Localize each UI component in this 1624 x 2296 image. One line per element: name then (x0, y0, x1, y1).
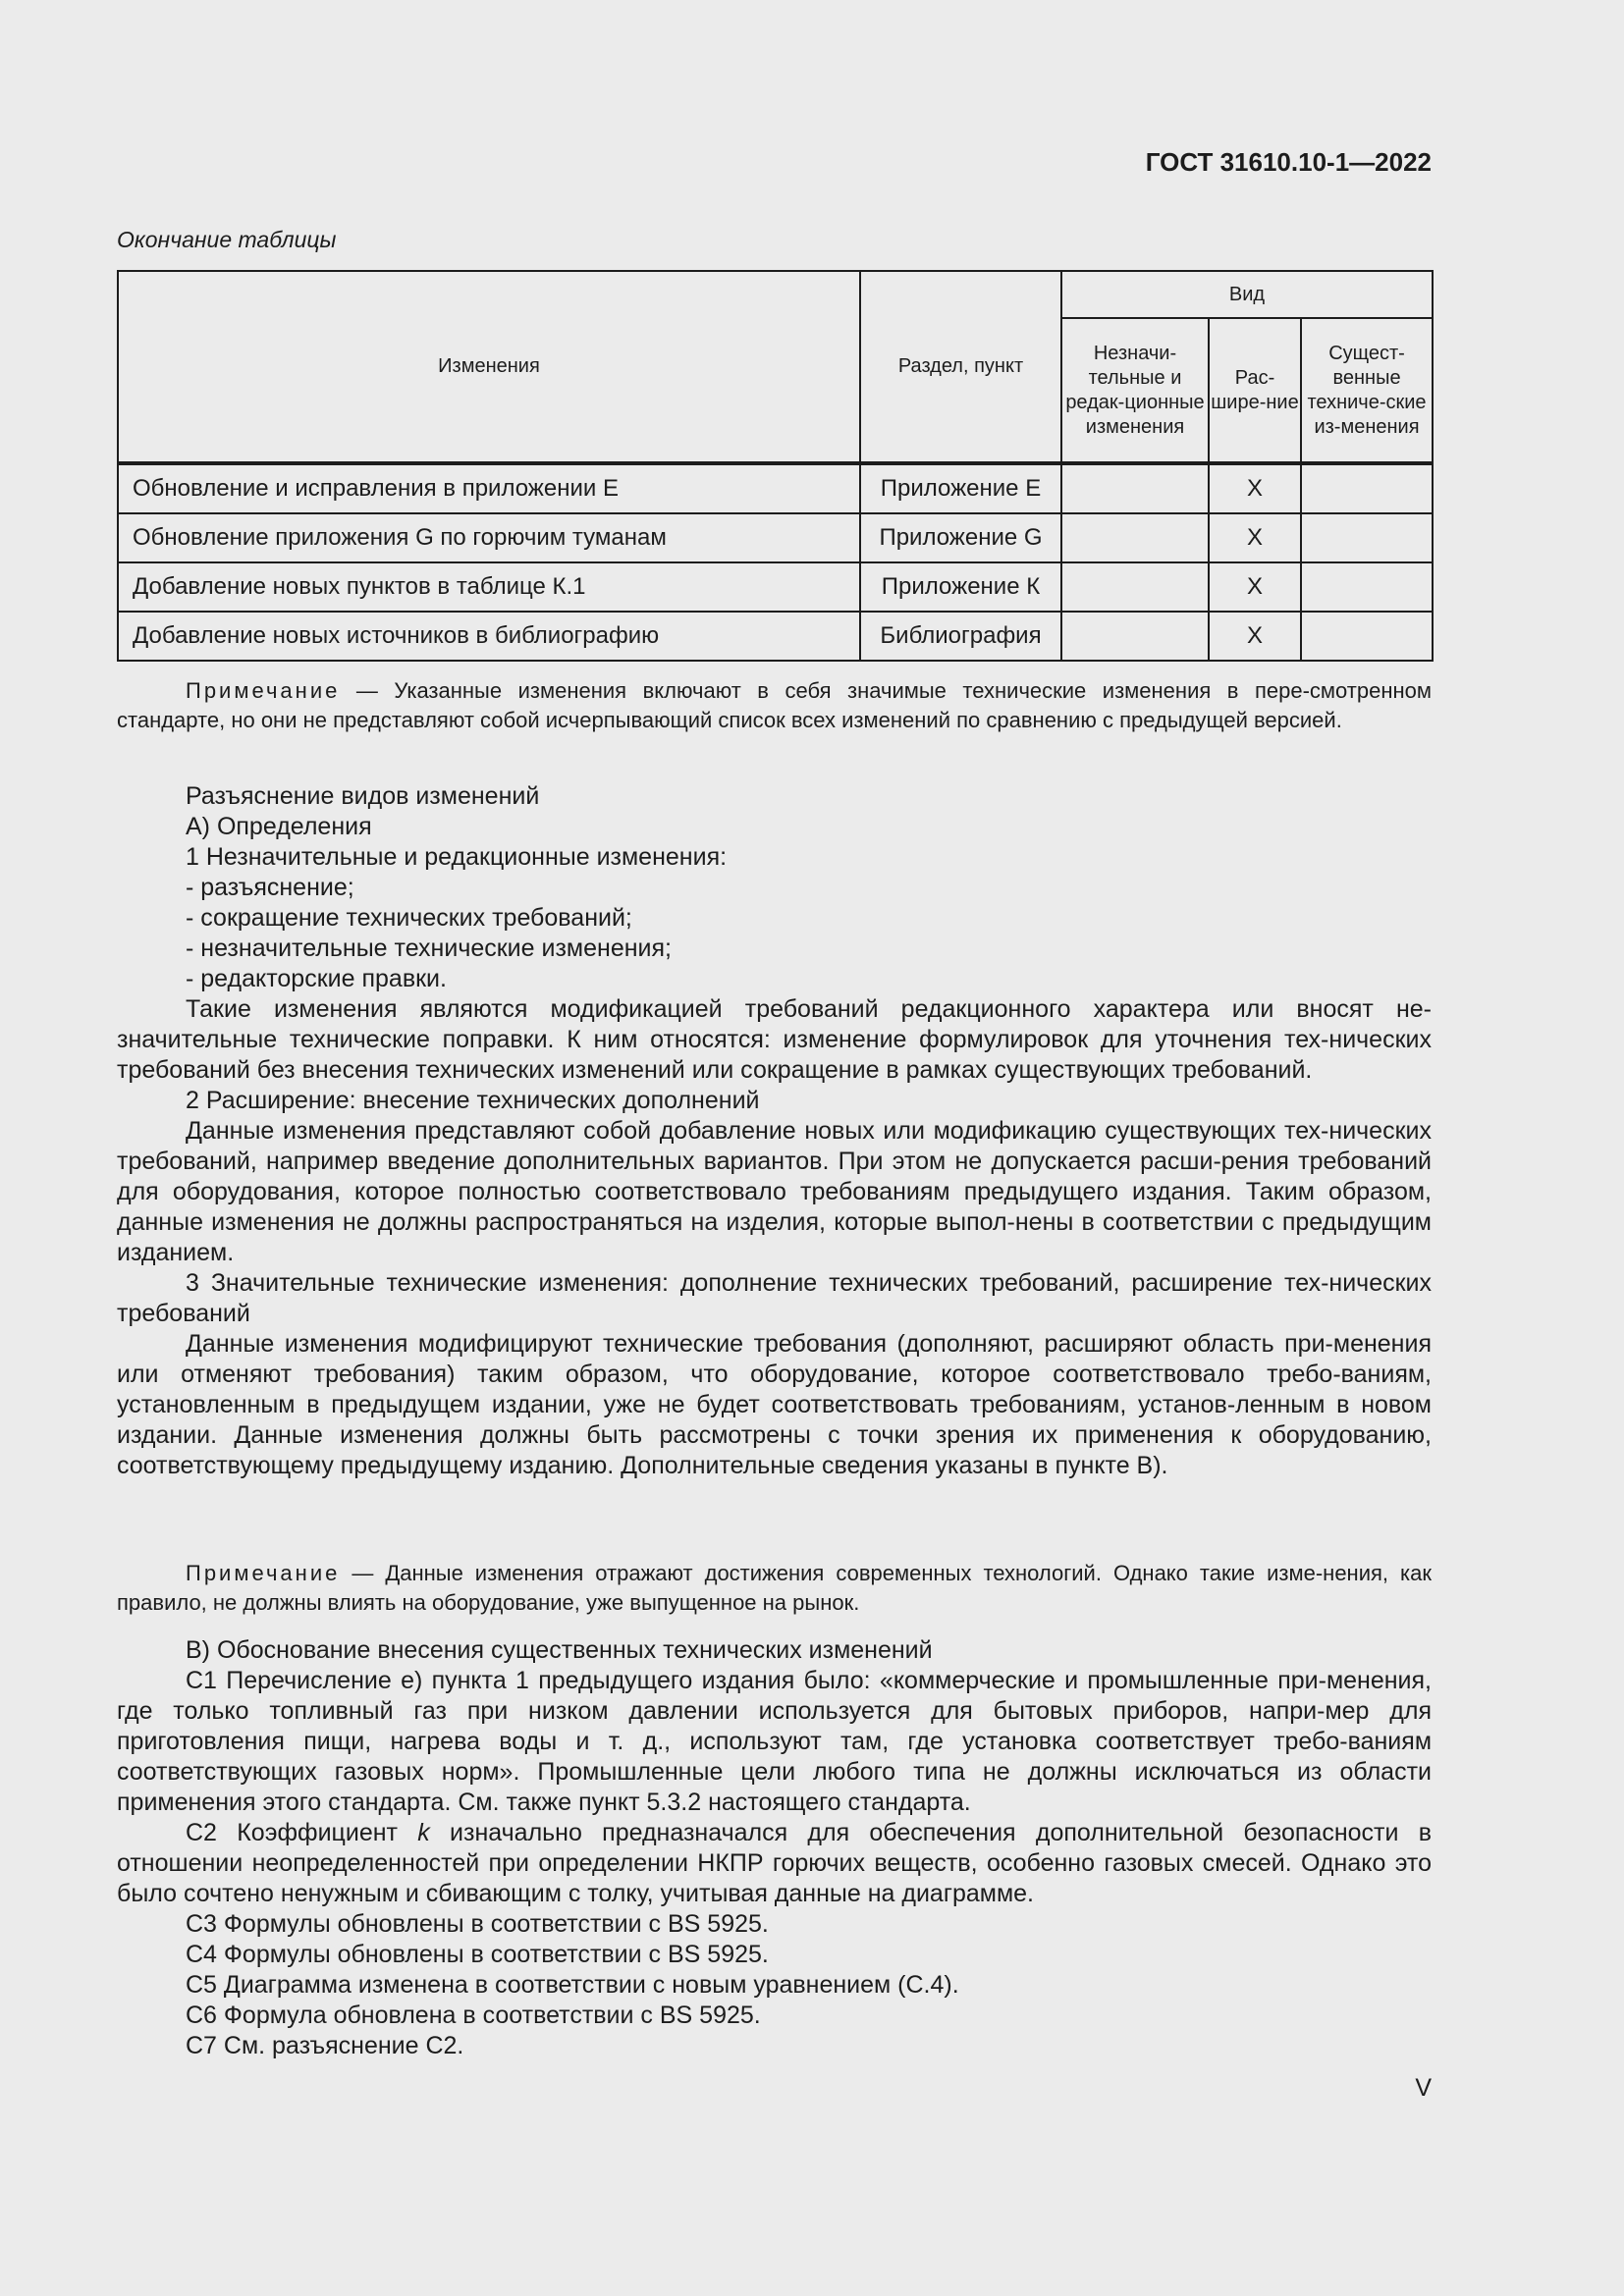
cell-section: Приложение Е (860, 463, 1061, 513)
cell-extension: X (1209, 463, 1301, 513)
c2-variable: k (417, 1819, 430, 1846)
cell-extension: X (1209, 612, 1301, 661)
item3-paragraph: Данные изменения модифицируют технические требования (дополняют, расширяют область при-менения или отменяют требования) таким образом, что оборудование, которое соответствовало требо-ваниям, установленным в предыдущем издании, уже не будет соответствовать требованиям, установ-ленным в новом издании. Данные изменения должны быть рассмотрены с точки зрения их применения к оборудованию, соответствующему предыдущему изданию. Дополнительные сведения указаны в пункте В). (117, 1330, 1432, 1479)
cell-section: Приложение G (860, 513, 1061, 562)
item2-paragraph: Данные изменения представляют собой добавление новых или модификацию существующих тех-нических требований, например введение дополнительных вариантов. При этом не допускается расши-рения требований для оборудования, которое полностью соответствовало требованиям предыдущего издания. Таким образом, данные изменения не должны распространяться на изделия, которые выпол-нены в соответствии с предыдущим изданием. (117, 1117, 1432, 1266)
table-row (118, 612, 1433, 661)
section-b-heading: В) Обоснование внесения существенных технических изменений (186, 1636, 933, 1664)
changes-table (117, 270, 1434, 662)
cell-extension: X (1209, 513, 1301, 562)
header-extension: Рас-шире-ние (1209, 318, 1301, 463)
c1-paragraph: С1 Перечисление е) пункта 1 предыдущего издания было: «коммерческие и промышленные при-менения, где только топливный газ при низком давлении используется для бытовых приборов, напри-мер для приготовления пищи, нагрева воды и т. д., используют там, где установка соответствует требо-ваниям соответствующих газовых норм». Промышленные цели любого типа не должны исключаться из области применения этого стандарта. См. также пункт 5.3.2 настоящего стандарта. (117, 1667, 1432, 1816)
note-text: — Данные изменения отражают достижения современных технологий. Однако такие изме-нения, как правило, не должны влиять на оборудование, уже выпущенное на рынок. (117, 1561, 1432, 1615)
note-text: — Указанные изменения включают в себя значимые технические изменения в пере-смотренном стандарте, но они не представляют собой исчерпывающий список всех изменений по сравнению с предыдущей версией. (117, 678, 1432, 732)
explanation-title: Разъяснение видов изменений (186, 782, 540, 810)
header-changes: Изменения (118, 271, 860, 463)
header-section: Раздел, пункт (860, 271, 1061, 463)
cell-change: Добавление новых источников в библиографию (118, 612, 860, 661)
header-type: Вид (1061, 271, 1433, 318)
cell-minor (1061, 562, 1209, 612)
cell-major (1301, 513, 1433, 562)
section-a-heading: А) Определения (186, 813, 372, 840)
list-item: - редакторские правки. (186, 965, 447, 992)
c2-paragraph (117, 1818, 1432, 1909)
cell-major (1301, 562, 1433, 612)
cell-change: Обновление и исправления в приложении Е (118, 463, 860, 513)
c5-line: С5 Диаграмма изменена в соответствии с новым уравнением (С.4). (186, 1971, 959, 1999)
header-major: Сущест-венные техниче-ские из-менения (1301, 318, 1433, 463)
cell-minor (1061, 612, 1209, 661)
note-label: Примечание (186, 1561, 341, 1585)
c7-line: С7 См. разъяснение С2. (186, 2032, 464, 2059)
list-item: - разъяснение; (186, 874, 354, 901)
c6-line: С6 Формула обновлена в соответствии с BS 5925. (186, 2002, 761, 2029)
c2-after: изначально предназначался для обеспечения дополнительной безопасности в отношении неопределенностей при определении НКПР горючих веществ, особенно газовых смесей. Однако это было сочтено ненужным и сбивающим с толку, учитывая данные на диаграмме. (117, 1819, 1433, 1907)
table-note (117, 676, 1432, 735)
table-caption: Окончание таблицы (117, 227, 337, 252)
item2-title: 2 Расширение: внесение технических дополнений (186, 1087, 760, 1114)
list-item: - незначительные технические изменения; (186, 934, 672, 962)
explanation-block (117, 781, 1432, 1481)
c2-before: С2 Коэффициент (186, 1819, 418, 1846)
table-row (118, 513, 1433, 562)
table-row (118, 463, 1433, 513)
c3-line: С3 Формулы обновлены в соответствии с BS 5925. (186, 1910, 769, 1938)
cell-minor (1061, 463, 1209, 513)
cell-change: Обновление приложения G по горючим туманам (118, 513, 860, 562)
header-minor: Незначи-тельные и редак-ционные изменения (1061, 318, 1209, 463)
page-number: V (1415, 2074, 1432, 2102)
item3-title: 3 Значительные технические изменения: дополнение технических требований, расширение тех-нических требований (117, 1269, 1432, 1327)
note-label: Примечание (186, 678, 341, 703)
cell-minor (1061, 513, 1209, 562)
cell-major (1301, 463, 1433, 513)
item1-title: 1 Незначительные и редакционные изменения: (186, 843, 728, 871)
document-code: ГОСТ 31610.10-1—2022 (1145, 147, 1432, 177)
cell-change: Добавление новых пунктов в таблице К.1 (118, 562, 860, 612)
list-item: - сокращение технических требований; (186, 904, 632, 932)
section-b-block (117, 1635, 1432, 2061)
note2-block (117, 1559, 1432, 1618)
cell-section: Приложение К (860, 562, 1061, 612)
c4-line: С4 Формулы обновлены в соответствии с BS 5925. (186, 1941, 769, 1968)
table-row (118, 562, 1433, 612)
cell-extension: X (1209, 562, 1301, 612)
item1-paragraph: Такие изменения являются модификацией требований редакционного характера или вносят не-значительные технические поправки. К ним относятся: изменение формулировок для уточнения тех-нических требований без внесения технических изменений или сокращение в рамках существующих требований. (117, 995, 1432, 1084)
cell-major (1301, 612, 1433, 661)
cell-section: Библиография (860, 612, 1061, 661)
